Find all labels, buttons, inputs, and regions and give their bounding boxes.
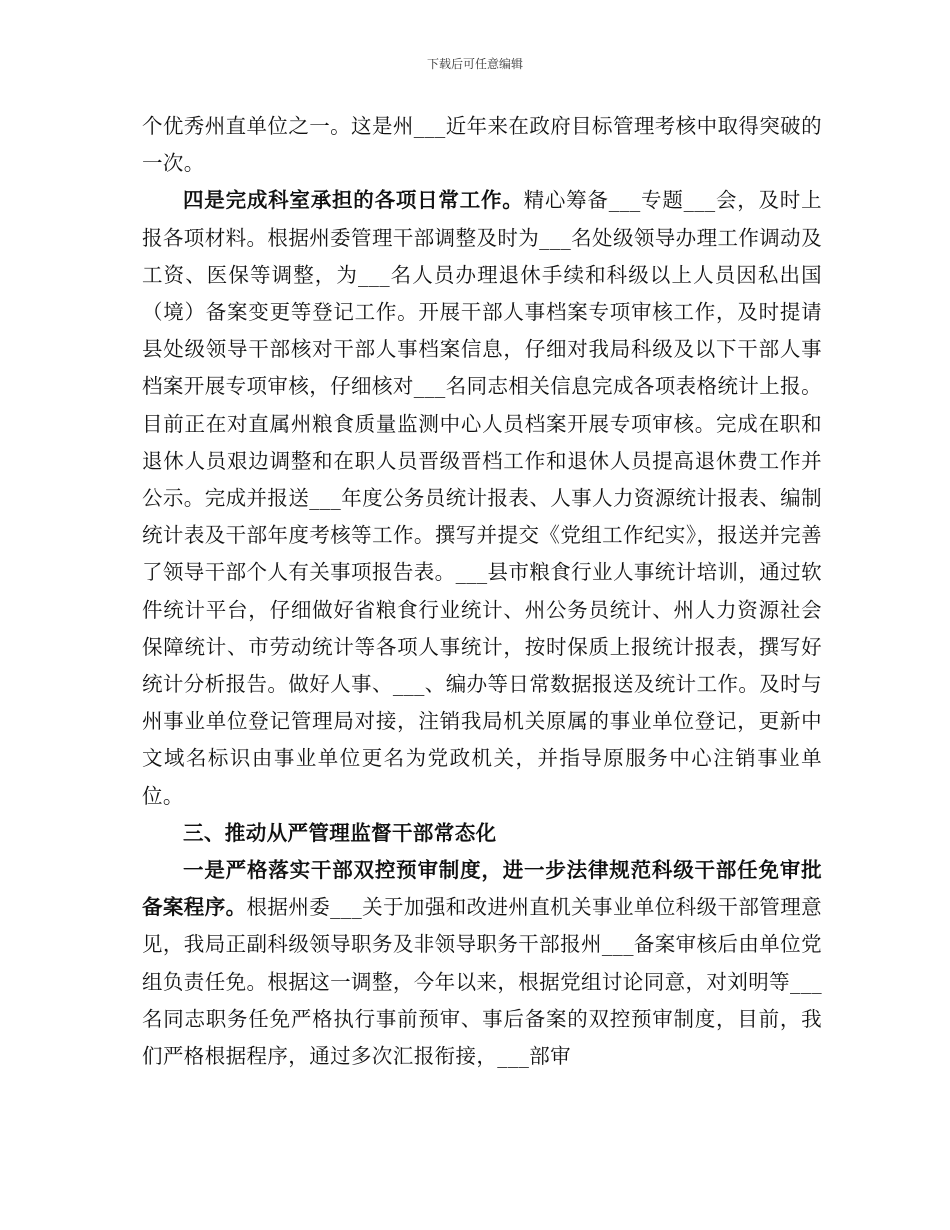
- paragraph-text: 个优秀州直单位之一。这是州___近年来在政府目标管理考核中取得突破的一次。: [142, 114, 822, 176]
- section-heading-text: 三、推动从严管理监督干部常态化: [183, 820, 497, 845]
- page-header: 下载后可任意编辑: [426, 57, 523, 71]
- paragraph-dual-control: [142, 852, 822, 1075]
- paragraph-lead: 一是严格落实干部双控预审制度，进一步法律规范科级干部任免审批备案程序。: [142, 858, 822, 920]
- paragraph-daily-work: [142, 182, 822, 814]
- paragraph-text: 根据州委___关于加强和改进州直机关事业单位科级干部管理意见，我局正副科级领导职务及非领导职务干部报州___备案审核后由单位党组负责任免。根据这一调整，今年以来，根据党组讨论同意，对刘明等___名同志职务任免严格执行事前预审、事后备案的双控预审制度，目前，我们严格根据程序，通过多次汇报衔接，___部审: [142, 895, 822, 1069]
- paragraph-continuation: [142, 108, 822, 182]
- section-heading: [142, 815, 822, 852]
- paragraph-text: 精心筹备___专题___会，及时上报各项材料。根据州委管理干部调整及时为___名处级领导办理工作调动及工资、医保等调整，为___名人员办理退休手续和科级以上人员因私出国（境）备案变更等登记工作。开展干部人事档案专项审核工作，及时提请县处级领导干部核对干部人事档案信息，仔细对我局科级及以下干部人事档案开展专项审核，仔细核对___名同志相关信息完成各项表格统计上报。目前正在对直属州粮食质量监测中心人员档案开展专项审核。完成在职和退休人员艰边调整和在职人员晋级晋档工作和退休人员提高退休费工作并公示。完成并报送___年度公务员统计报表、人事人力资源统计报表、编制统计表及干部年度考核等工作。撰写并提交《党组工作纪实》，报送并完善了领导干部个人有关事项报告表。___县市粮食行业人事统计培训，通过软件统计平台，仔细做好省粮食行业统计、州公务员统计、州人力资源社会保障统计、市劳动统计等各项人事统计，按时保质上报统计报表，撰写好统计分析报告。做好人事、___、编办等日常数据报送及统计工作。及时与州事业单位登记管理局对接，注销我局机关原属的事业单位登记，更新中文域名标识由事业单位更名为党政机关，并指导原服务中心注销事业单位。: [142, 188, 822, 808]
- paragraph-lead: 四是完成科室承担的各项日常工作。: [183, 188, 524, 213]
- document-body: [142, 108, 822, 1075]
